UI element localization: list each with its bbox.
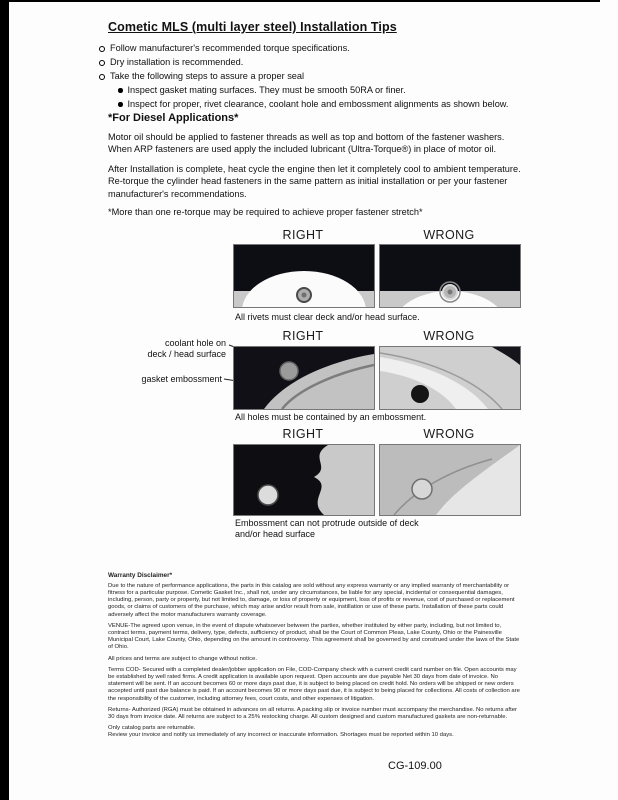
figure-embossment-wrong	[379, 346, 521, 410]
page-edge-top	[0, 0, 600, 2]
diesel-section-heading: *For Diesel Applications*	[108, 112, 239, 124]
gasket-embossment-annotation: gasket embossment	[141, 374, 222, 384]
tip-sub-item	[118, 99, 529, 111]
tip-item	[99, 43, 529, 55]
diesel-paragraph-2: After Installation is complete, heat cycle the engine then let it completely cool to ambient temperature. Re-torque the cylinder head fasteners in the same pattern as initial installation or per your fastener manufacturer's recommendations.	[108, 164, 521, 199]
retorque-note: *More than one re-torque may be required to achieve proper fastener stretch*	[108, 207, 423, 217]
tip-sub-item	[118, 85, 529, 97]
figure-rivet-right	[233, 244, 375, 308]
embossment-hole	[258, 485, 278, 505]
wrong-label: WRONG	[423, 427, 475, 441]
tip-item-text: Dry installation is recommended.	[110, 57, 244, 67]
page-title: Cometic MLS (multi layer steel) Installation Tips	[108, 20, 397, 34]
legal-paragraph: All prices and terms are subject to change without notice.	[108, 655, 257, 662]
figure-embossment-right	[233, 346, 375, 410]
circle-bullet-icon	[99, 74, 105, 80]
diagram-section	[100, 226, 560, 558]
diesel-paragraph-1: Motor oil should be applied to fastener threads as well as top and bottom of the fastener washers. When ARP fasteners are used apply the included lubricant (Ultra-Torque®) in place of motor oil.	[108, 132, 505, 155]
diagram-caption-1: All rivets must clear deck and/or head surface.	[235, 312, 420, 322]
right-label: RIGHT	[282, 228, 324, 242]
tip-sub-list	[118, 85, 529, 111]
legal-paragraph: VENUE-The agreed upon venue, in the event of dispute whatsoever between the parties, whether instituted by either party, including, but not limited to, contract terms, payment terms, delivery, type, defects, sufficiency of product, shall be the Court of Common Pleas, Lake County, Ohio or the Painesville Municipal Court, Lake County, Ohio, depending on the amount in controversy. This agreement shall be governed by and construed under the laws of the State of Ohio.	[108, 622, 520, 651]
circle-bullet-icon	[99, 60, 105, 66]
legal-paragraph: Terms COD- Secured with a completed dealer/jobber application on File, COD-Company check with a current credit card number on file. Open accounts may be established by well rated firms. A credit application is available upon request. Open accounts are due payable Net 30 days from date of invoice. No statement will be sent. If an account becomes 60 or more days past due, it is subject to being placed on credit hold. No orders will be shipped or new orders accepted until past due balance is paid. If an account becomes 90 or more days past due, it is subject to being placed for collections. All costs of collection are the responsibility of the customer, including attorney fees, court costs, and other expenses of litigation.	[108, 666, 520, 702]
coolant-hole	[280, 362, 298, 380]
legal-paragraph: Returns- Authorized (RGA) must be obtained in advances on all returns. A packing slip or invoice number must accompany the merchandise. No returns after 30 days from invoice date. All returns are subject to a 25% restocking charge. All custom designed and custom manufactured gaskets are non-returnable.	[108, 706, 517, 721]
right-label: RIGHT	[282, 427, 324, 441]
warranty-disclaimer	[108, 572, 520, 740]
wrong-label: WRONG	[423, 329, 475, 343]
dot-bullet-icon	[118, 88, 123, 93]
wrong-label: WRONG	[423, 228, 475, 242]
tip-sub-item-text: Inspect gasket mating surfaces. They must be smooth 50RA or finer.	[127, 85, 406, 95]
figure-rivet-wrong	[379, 244, 521, 308]
coolant-hole-annotation: coolant hole on deck / head surface	[147, 338, 226, 359]
page-code: CG-109.00	[388, 760, 442, 772]
legal-paragraph: Only catalog parts are returnable.	[108, 725, 196, 732]
tips-list	[99, 43, 529, 113]
legal-paragraph: Review your invoice and notify us immediately of any incorrect or inaccurate information. Shortages must be reported within 10 days.	[108, 732, 454, 739]
right-label: RIGHT	[282, 329, 324, 343]
tip-item	[99, 71, 529, 83]
page-edge-left	[0, 0, 9, 800]
tip-item-text: Follow manufacturer's recommended torque specifications.	[110, 43, 350, 53]
circle-bullet-icon	[99, 46, 105, 52]
figure-protrusion-right	[233, 444, 375, 516]
protruding-embossment	[412, 479, 432, 499]
tip-item-text: Take the following steps to assure a proper seal	[110, 71, 305, 81]
dot-bullet-icon	[118, 102, 123, 107]
warranty-disclaimer-heading: Warranty Disclaimer*	[108, 572, 173, 579]
diagram-caption-2: All holes must be contained by an embossment.	[235, 412, 427, 422]
tip-item	[99, 57, 529, 69]
legal-paragraph: Due to the nature of performance applications, the parts in this catalog are sold without any express warranty or any implied warranty of merchantability or fitness for a particular purpose. Cometic Gasket Inc., shall not, under any circumstances, be liable for any special, incidental or consequential damages, including, person, party or property, but not limited to, damage, or loss of property or equipment, loss of profits or revenue, cost of purchased or replacement goods, or claims of customers of the purchase, which may arise and/or result from sale, instillation or use of these parts. Installation of these parts could adversely affect the motor manufacturers warranty coverage.	[108, 582, 515, 618]
tip-sub-item-text: Inspect for proper, rivet clearance, coolant hole and embossment alignments as shown below.	[127, 99, 509, 109]
coolant-hole	[411, 385, 429, 403]
diagram-caption-3: Embossment can not protrude outside of deck and/or head surface	[235, 518, 419, 539]
figure-protrusion-wrong	[379, 444, 521, 516]
